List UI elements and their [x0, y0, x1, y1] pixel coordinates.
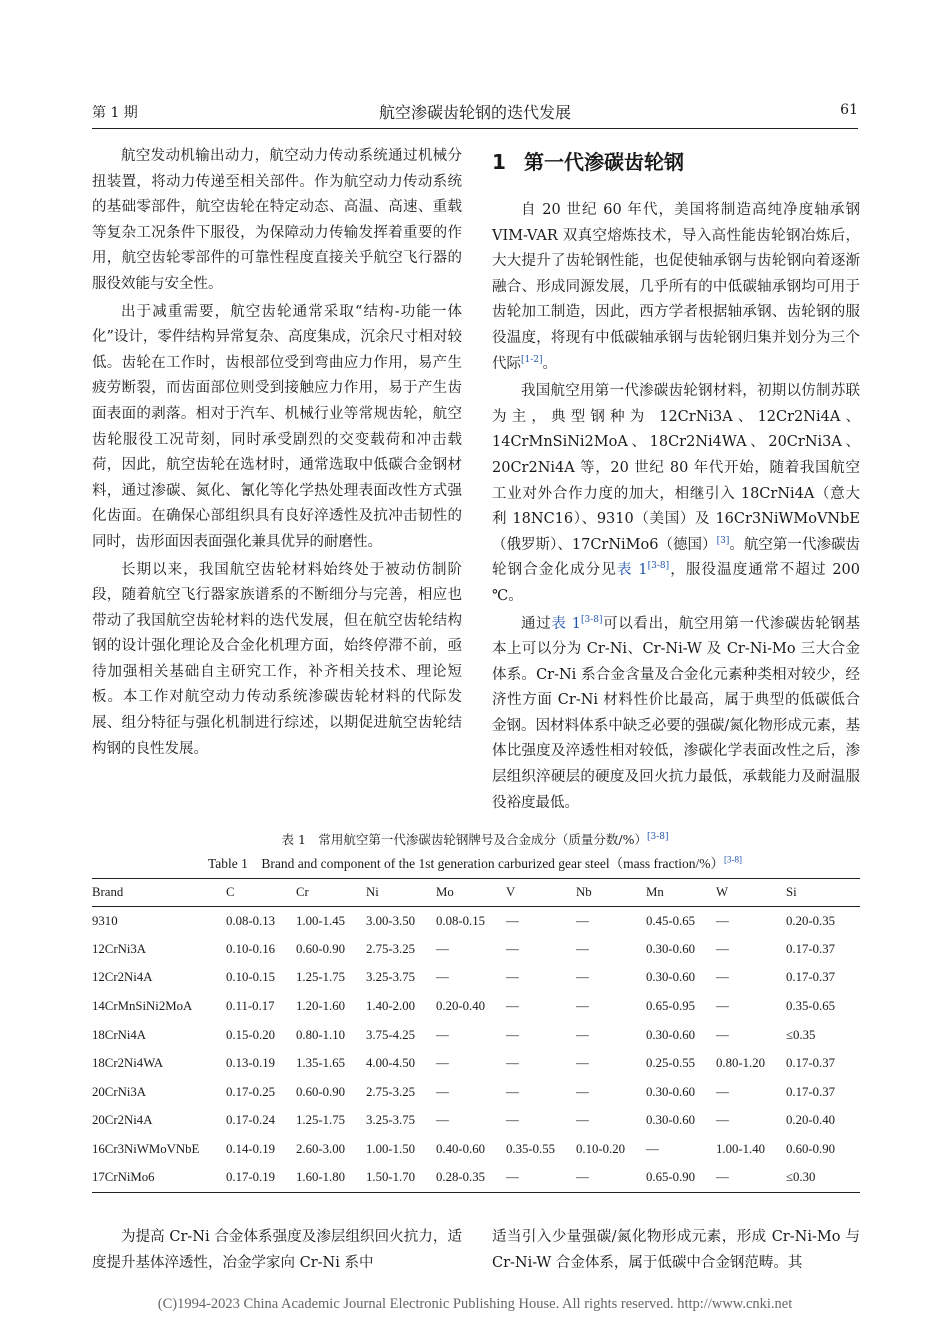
table-row — [92, 964, 860, 993]
column-header: Cr — [296, 885, 309, 899]
header-rule — [92, 128, 858, 129]
paragraph: 适当引入少量强碳/氮化物形成元素，形成 Cr-Ni-Mo 与 Cr-Ni-W 合金体系，属于低碳中合金钢范畴。其 — [492, 1229, 860, 1271]
table-cell: 20CrNi3A — [92, 1084, 147, 1099]
composition-table — [92, 878, 860, 1193]
table-cell: 0.15-0.20 — [226, 1027, 276, 1042]
table-cell: 14CrMnSiNi2MoA — [92, 999, 193, 1014]
table-cell: 17CrNiMo6 — [92, 1170, 155, 1185]
table-cell: 0.11-0.17 — [226, 999, 275, 1014]
table-cell: 0.20-0.40 — [436, 999, 486, 1014]
table-cell: 2.75-3.25 — [366, 1084, 416, 1099]
table-row — [92, 1021, 860, 1050]
table-cell: — — [576, 1084, 589, 1099]
table-link[interactable]: 表 1 — [551, 615, 581, 632]
table-cell: — — [716, 941, 729, 956]
paragraph: 自 20 世纪 60 年代，美国将制造高纯净度轴承钢 VIM-VAR 双真空熔炼技术，导入高性能齿轮钢冶炼后，大大提升了齿轮钢性能，也促使轴承钢与齿轮钢向着逐渐融合、形成同源发展，几乎所有的中低碳轴承钢均可用于齿轮加工制造，因此，西方学者根据轴承钢、齿轮钢的服役温度，将现有中低碳轴承钢与齿轮钢归集并划分为三个代际[1-2]。 — [492, 202, 860, 372]
table-cell: 0.17-0.37 — [786, 1056, 836, 1071]
column-header: Mn — [646, 885, 664, 899]
table-cell: — — [506, 1113, 519, 1128]
table-cell: 0.17-0.24 — [226, 1113, 276, 1128]
table-cell: — — [506, 941, 519, 956]
table-cell: 0.60-0.90 — [296, 941, 346, 956]
table-cell: 0.17-0.37 — [786, 1084, 836, 1099]
column-header: W — [716, 885, 729, 899]
column-header: Mo — [436, 885, 454, 899]
table-cell: 18Cr2Ni4WA — [92, 1056, 164, 1071]
table-cell: — — [506, 970, 519, 985]
paragraph: 长期以来，我国航空齿轮材料始终处于被动仿制阶段，随着航空飞行器家族谱系的不断细分与完善，相应也带动了我国航空齿轮材料的迭代发展，但在航空齿轮结构钢的设计强化理论及合金化机理方面，始终停滞不前，亟待加强相关基础自主研究工作，补齐相关技术、理论短板。本工作对航空动力传动系统渗碳齿轮材料的代际发展、组分特征与强化机制进行综述，以期促进航空齿轮结构钢的良性发展。 — [92, 561, 462, 757]
table-caption-en: Table 1 Brand and component of the 1st generation carburized gear steel（mass fraction/%）[3-8] — [208, 854, 742, 871]
left-column — [92, 144, 462, 764]
table-cell: 0.14-0.19 — [226, 1142, 276, 1157]
table-cell: 1.00-1.40 — [716, 1142, 766, 1157]
table-cell: 0.65-0.90 — [646, 1170, 696, 1185]
table-caption-cn: 表 1 常用航空第一代渗碳齿轮钢牌号及合金成分（质量分数/%）[3-8] — [281, 831, 669, 847]
table-cell: 1.40-2.00 — [366, 999, 416, 1014]
table-cell: 0.20-0.40 — [786, 1113, 836, 1128]
table-cell: 9310 — [92, 913, 118, 928]
table-row — [92, 1107, 860, 1136]
table-cell: — — [576, 1113, 589, 1128]
table-cell: 0.60-0.90 — [786, 1142, 836, 1157]
table-cell: 0.30-0.60 — [646, 1113, 696, 1128]
column-header: Ni — [366, 885, 379, 899]
table-cell: 3.25-3.75 — [366, 970, 416, 985]
table-cell: — — [576, 970, 589, 985]
table-cell: — — [716, 999, 729, 1014]
table-cell: 0.28-0.35 — [436, 1170, 486, 1185]
column-header: V — [506, 885, 516, 899]
table-row — [92, 1135, 860, 1164]
table-row — [92, 907, 860, 936]
table-cell: — — [576, 913, 589, 928]
section-title: 第一代渗碳齿轮钢 — [524, 150, 684, 174]
section-heading — [492, 146, 684, 175]
table-cell: 0.17-0.19 — [226, 1170, 276, 1185]
table-row — [92, 1078, 860, 1107]
table-cell: 0.08-0.13 — [226, 913, 276, 928]
table-cell: 1.50-1.70 — [366, 1170, 416, 1185]
table-link[interactable]: 表 1 — [617, 562, 648, 579]
table-header-row — [92, 879, 860, 907]
table-cell: 0.08-0.15 — [436, 913, 486, 928]
table-cell: 0.80-1.10 — [296, 1027, 346, 1042]
table-cell: 0.80-1.20 — [716, 1056, 766, 1071]
paragraph: 出于减重需要，航空齿轮通常采取“结构-功能一体化”设计，零件结构异常复杂、高度集成，沉余尺寸相对较低。齿轮在工作时，齿根部位受到弯曲应力作用，易产生疲劳断裂，而齿面部位则受到接触应力作用，易于产生齿面表面的剥落。相对于汽车、机械行业等常规齿轮，航空齿轮服役工况苛刻，同时承受剧烈的交变载荷和冲击载荷，因此，航空齿轮在选材时，通常选取中低碳合金钢材料，通过渗碳、氮化、氰化等化学热处理表面改性方式强化齿面。在确保心部组织具有良好淬透性及抗冲击韧性的同时，齿形面因表面强化兼具优异的耐磨性。 — [92, 303, 462, 550]
table-cell: 0.30-0.60 — [646, 970, 696, 985]
column-header: Nb — [576, 885, 592, 899]
table-cell: 0.30-0.60 — [646, 1027, 696, 1042]
table-row — [92, 992, 860, 1021]
table-cell: 0.17-0.37 — [786, 941, 836, 956]
table-cell: — — [506, 913, 519, 928]
citation-link[interactable]: [3-8] — [724, 854, 742, 865]
table-cell: — — [576, 941, 589, 956]
citation-link[interactable]: [3-8] — [647, 831, 669, 842]
running-header — [92, 100, 858, 126]
table-cell: — — [716, 1084, 729, 1099]
table-cell: — — [576, 999, 589, 1014]
table-cell: — — [716, 1170, 729, 1185]
table-cell: 1.00-1.45 — [296, 913, 346, 928]
table-cell: 4.00-4.50 — [366, 1056, 416, 1071]
table-cell: — — [716, 913, 729, 928]
table-body — [92, 907, 860, 1193]
table-cell: 1.25-1.75 — [296, 1113, 346, 1128]
table-cell: — — [576, 1056, 589, 1071]
table-cell: 2.60-3.00 — [296, 1142, 346, 1157]
journal-article-title: 航空渗碳齿轮钢的迭代发展 — [378, 103, 571, 122]
table-cell: 0.40-0.60 — [436, 1142, 486, 1157]
table-cell: 3.00-3.50 — [366, 913, 416, 928]
table-cell: 1.00-1.50 — [366, 1142, 416, 1157]
citation-link[interactable]: [1-2] — [521, 354, 543, 365]
right-column — [492, 198, 860, 818]
issue-number: 第 1 期 — [92, 105, 138, 121]
table-cell: 0.20-0.35 — [786, 913, 836, 928]
table-cell: 1.60-1.80 — [296, 1170, 346, 1185]
table-cell: — — [436, 1027, 449, 1042]
table-cell: 12CrNi3A — [92, 941, 147, 956]
table-cell: 0.17-0.25 — [226, 1084, 276, 1099]
table-cell: 18CrNi4A — [92, 1027, 147, 1042]
table-cell: 20Cr2Ni4A — [92, 1113, 153, 1128]
paragraph: 我国航空用第一代渗碳齿轮钢材料，初期以仿制苏联为主，典型钢种为 12CrNi3A、12Cr2Ni4A、14CrMnSiNi2MoA、18Cr2Ni4WA、20CrNi3A、20Cr2Ni4A 等，20 世纪 80 年代开始，随着我国航空工业对外合作力度的加大，相继引入 18CrNi4A（意大利 18NC16）、9310（美国）及 16Cr3NiWMoVNbE（俄罗斯）、17CrNiMo6（德国）[3]。航空第一代渗碳齿轮钢合金化成分见表 1[3-8]，服役温度通常不超过 200 ℃。 — [492, 383, 861, 604]
table-cell: — — [716, 1027, 729, 1042]
table-cell: 0.45-0.65 — [646, 913, 696, 928]
table-cell: ≤0.30 — [786, 1170, 816, 1185]
copyright-footer: (C)1994-2023 China Academic Journal Electronic Publishing House. All rights reserved. http://www.cnki.net — [157, 1296, 793, 1312]
column-header: Brand — [92, 885, 124, 899]
table-cell: 0.35-0.55 — [506, 1142, 556, 1157]
table-cell: — — [436, 970, 449, 985]
table-cell: — — [716, 970, 729, 985]
table-cell: 3.75-4.25 — [366, 1027, 416, 1042]
table-cell: 0.25-0.55 — [646, 1056, 696, 1071]
table-cell: — — [436, 941, 449, 956]
table-cell: 0.13-0.19 — [226, 1056, 276, 1071]
column-header: Si — [786, 885, 797, 899]
table-cell: — — [506, 999, 519, 1014]
table-cell: 2.75-3.25 — [366, 941, 416, 956]
table-cell: — — [506, 1027, 519, 1042]
table-cell: 0.10-0.16 — [226, 941, 276, 956]
citation-link[interactable]: [3-8] — [580, 614, 603, 625]
paragraph: 航空发动机输出动力，航空动力传动系统通过机械分扭装置，将动力传递至相关部件。作为航空动力传动系统的基础零部件，航空齿轮在特定动态、高温、高速、重载等复杂工况条件下服役，为保障动力传输发挥着重要的作用，航空齿轮零部件的可靠性程度直接关乎航空飞行器的服役效能与安全性。 — [92, 148, 462, 292]
table-cell: ≤0.35 — [786, 1027, 816, 1042]
table-cell: — — [506, 1056, 519, 1071]
section-number: 1 — [492, 150, 506, 174]
table-cell: 0.10-0.20 — [576, 1142, 626, 1157]
table-cell: 1.35-1.65 — [296, 1056, 346, 1071]
paragraph: 为提高 Cr-Ni 合金体系强度及渗层组织回火抗力，适度提升基体淬透性，冶金学家向 Cr-Ni 系中 — [92, 1229, 462, 1271]
table-cell: 0.65-0.95 — [646, 999, 696, 1014]
citation-link[interactable]: [3-8] — [647, 561, 670, 572]
table-cell: 0.10-0.15 — [226, 970, 276, 985]
table-cell: 1.20-1.60 — [296, 999, 346, 1014]
table-cell: — — [436, 1113, 449, 1128]
bottom-right-column — [492, 1225, 860, 1278]
citation-link[interactable]: [3] — [716, 535, 730, 546]
table-cell: — — [506, 1084, 519, 1099]
table-cell: — — [506, 1170, 519, 1185]
table-row — [92, 1164, 860, 1193]
page-number: 61 — [840, 102, 858, 118]
table-cell: 0.17-0.37 — [786, 970, 836, 985]
table-cell: 1.25-1.75 — [296, 970, 346, 985]
paragraph: 通过表 1[3-8]可以看出，航空用第一代渗碳齿轮钢基本上可以分为 Cr-Ni、Cr-Ni-W 及 Cr-Ni-Mo 三大合金体系。Cr-Ni 系合金含量及合金化元素种类相对较少，经济性方面 Cr-Ni 材料性价比最高，属于典型的低碳低合金钢。因材料体系中缺乏必要的强碳/氮化物形成元素，基体比强度及淬透性相对较低，渗碳化学表面改性之后，渗层组织淬硬层的硬度及回火抗力最低，承载能力及耐温服役裕度最低。 — [492, 614, 861, 811]
table-row — [92, 1049, 860, 1078]
table-cell: 0.60-0.90 — [296, 1084, 346, 1099]
column-header: C — [226, 885, 235, 899]
table-cell: 3.25-3.75 — [366, 1113, 416, 1128]
table-cell: — — [576, 1027, 589, 1042]
table-cell: 12Cr2Ni4A — [92, 970, 153, 985]
table-cell: 16Cr3NiWMoVNbE — [92, 1142, 200, 1157]
table-cell: — — [716, 1113, 729, 1128]
table-cell: 0.35-0.65 — [786, 999, 836, 1014]
table-cell: — — [576, 1170, 589, 1185]
table-row — [92, 935, 860, 964]
table-cell: 0.30-0.60 — [646, 941, 696, 956]
bottom-left-column — [92, 1225, 462, 1278]
table-cell: 0.30-0.60 — [646, 1084, 696, 1099]
table-cell: — — [436, 1056, 449, 1071]
table-cell: — — [646, 1142, 659, 1157]
table-cell: — — [436, 1084, 449, 1099]
